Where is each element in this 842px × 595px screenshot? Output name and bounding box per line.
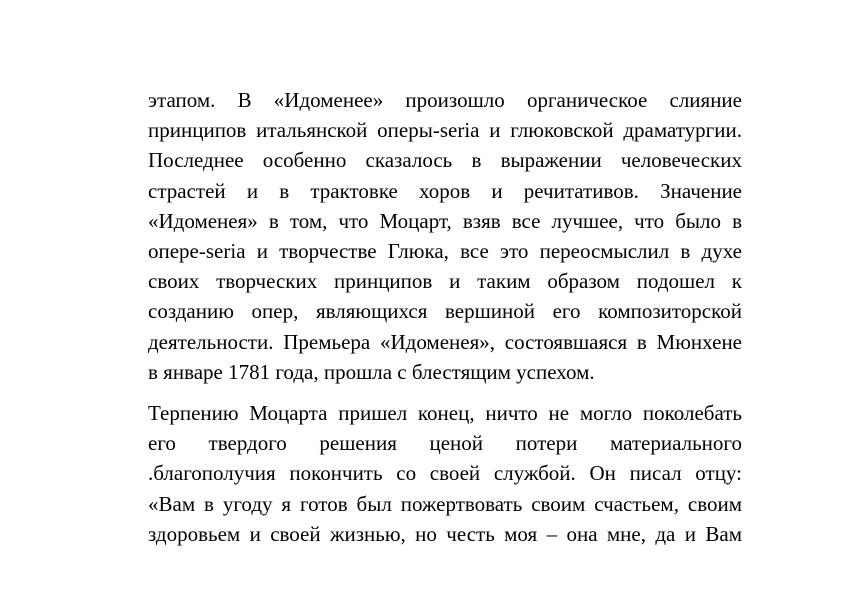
text-line: «Вам в угоду я готов был пожертвовать своим счастьем, своим [148,491,742,516]
text-line: его твердого решения ценой потери материального [148,431,742,456]
text-line: Терпению Моцарта пришел конец, ничто не могло поколебать [148,401,742,425]
text-line: созданию опер, являющихся вершиной его композиторской [148,299,742,324]
text-line: этапом. В «Идоменее» произошло органическое слияние [148,88,742,112]
text-line: Последнее особенно сказалось в выражении человеческих [148,148,742,173]
text-line: своих творческих принципов и таким образом подошел к [148,269,742,294]
text-line: страстей и в трактовке хоров и речитативов. Значение [148,178,742,203]
text-line: принципов итальянской оперы-seria и глюковской драматургии. [148,118,742,143]
text-line: «Идоменея» в том, что Моцарт, взяв все лучшее, что было в [148,208,742,233]
text-line: в январе 1781 года, прошла с блестящим успехом. [148,359,595,384]
text-line: здоровьем и своей жизнью, но честь моя – она мне, да и Вам [148,521,742,546]
paragraph-mozart-patience [148,398,742,549]
text-line: опере-seria и творчестве Глюка, все это переосмыслил в духе [148,238,742,263]
text-line: .благополучия покончить со своей службой. Он писал отцу: [148,461,742,486]
paragraph-idomeneo [148,85,742,387]
text-line: деятельности. Премьера «Идоменея», состоявшаяся в Мюнхене [148,329,742,354]
